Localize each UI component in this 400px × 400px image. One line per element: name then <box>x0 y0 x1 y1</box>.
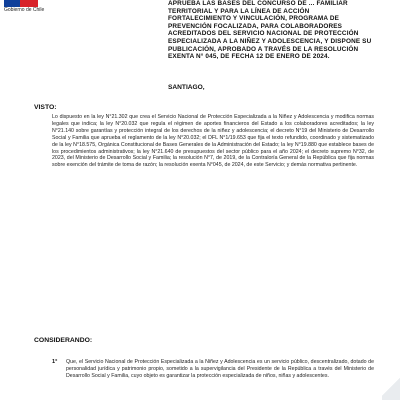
considerando-item-number: 1° <box>52 359 58 365</box>
logo-red-band <box>20 0 38 7</box>
page-fold-corner <box>382 374 400 400</box>
visto-paragraph: Lo dispuesto en la ley N°21.302 que crea el Servicio Nacional de Protección Especializada a la Niñez y Adolescencia y modifica normas legales que indica; la ley N°20.032 que regula el régimen de aportes financieros del Estado a los colaboradores acreditados; la ley N°21.140 sobre garantías y protección integral de los derechos de la niñez y adolescencia; el decreto N°19 del Ministerio de Desarrollo Social y Familia que aprueba el reglamento de la ley N°20.032; el DFL N°1/19.653 que fija el texto refundido, coordinado y sistematizado de la ley N°18.575, Orgánica Constitucional de Bases Generales de la Administración del Estado; la ley N°19.880 que establece bases de los procedimientos administrativos; la ley N°21.640 de presupuestos del sector público para el año 2024; el decreto supremo N°32, de 2023, del Ministerio de Desarrollo Social y Familia; la resolución N°7, de 2019, de la Contraloría General de la República que fija normas sobre exención del trámite de toma de razón; la resolución exenta N°045, de 2024, de este Servicio; y demás normativa pertinente. <box>52 114 374 169</box>
considerando-heading: CONSIDERANDO: <box>34 337 93 344</box>
government-logo <box>4 0 45 18</box>
visto-heading: VISTO: <box>34 104 57 111</box>
resolution-title: APRUEBA LAS BASES DEL CONCURSO DE ... FAMILIAR TERRITORIAL Y PARA LA LÍNEA DE ACCIÓN FORTALECIMIENTO Y VINCULACIÓN, PROGRAMA DE PREVENCIÓN FOCALIZADA, PARA COLABORADORES ACREDITADOS DEL SERVICIO NACIONAL DE PROTECCIÓN ESPECIALIZADA A LA NIÑEZ Y ADOLESCENCIA, Y DISPONE SU PUBLICACIÓN, APROBADO A TRAVÉS DE LA RESOLUCIÓN EXENTA N° 045, DE FECHA 12 DE ENERO DE 2024. <box>168 0 372 61</box>
logo-blue-band <box>4 0 20 7</box>
considerando-item-text: Que, el Servicio Nacional de Protección Especializada a la Niñez y Adolescencia es un servicio público, descentralizado, dotado de personalidad jurídica y patrimonio propio, sometido a la supervigilancia del Presidente de la República a través del Ministerio de Desarrollo Social y Familia, cuyo objeto es garantizar la protección especializada de niños, niñas y adolescentes. <box>66 359 374 379</box>
place-label: SANTIAGO, <box>168 84 205 91</box>
logo-text: Gobierno de Chile <box>4 7 45 13</box>
